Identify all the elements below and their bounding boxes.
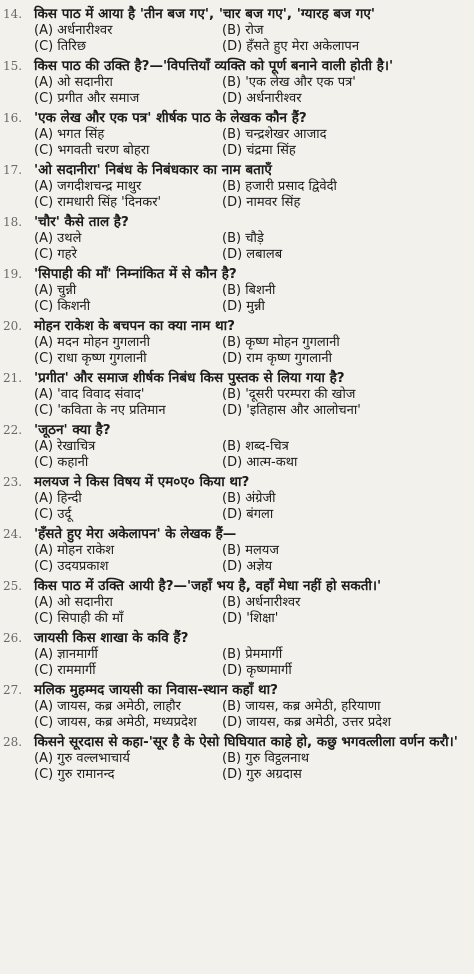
question-25 [0,578,474,627]
question-number: 15. [3,59,23,73]
option-a: (A) मोहन राकेश [34,543,115,558]
question-number: 21. [3,371,23,385]
option-d: (D) मुन्नी [222,299,265,314]
option-a: (A) मदन मोहन गुगलानी [34,335,150,350]
question-text: 'जूठन' क्या है? [34,422,111,438]
option-b: (B) गुरु विट्ठलनाथ [222,751,310,766]
option-d: (D) बंगला [222,507,274,522]
question-number: 24. [3,527,23,541]
question-14 [0,6,474,55]
question-20 [0,318,474,367]
options [34,179,468,211]
option-c: (C) राधा कृष्ण गुगलानी [34,351,147,366]
options [34,699,468,731]
options [34,75,468,107]
option-a: (A) जगदीशचन्द्र माथुर [34,179,142,194]
options [34,751,468,783]
options [34,23,468,55]
option-c: (C) उदयप्रकाश [34,559,109,574]
option-c: (C) 'कविता के नए प्रतिमान [34,403,166,418]
option-b: (B) रोज [222,23,264,38]
question-26 [0,630,474,679]
option-a: (A) रेखाचित्र [34,439,96,454]
option-c: (C) राममार्गी [34,663,96,678]
option-d: (D) राम कृष्ण गुगलानी [222,351,332,366]
option-c: (C) प्रगीत और समाज [34,91,140,106]
question-15 [0,58,474,107]
question-text: मलयज ने किस विषय में एम०ए० किया था? [34,474,250,490]
question-18 [0,214,474,263]
option-a: (A) ओ सदानीरा [34,75,113,90]
option-d: (D) हँसते हुए मेरा अकेलापन [222,39,360,54]
question-number: 20. [3,319,23,333]
option-b: (B) मलयज [222,543,279,558]
question-22 [0,422,474,471]
option-d: (D) अज्ञेय [222,559,273,574]
option-d: (D) अर्धनारीश्वर [222,91,302,106]
question-24 [0,526,474,575]
question-number: 17. [3,163,23,177]
option-d: (D) नामवर सिंह [222,195,301,210]
option-c: (C) भगवती चरण बोहरा [34,143,150,158]
question-number: 26. [3,631,23,645]
question-text: 'चौर' कैसे ताल है? [34,214,129,230]
question-text: मोहन राकेश के बचपन का क्या नाम था? [34,318,235,334]
option-c: (C) किशनी [34,299,91,314]
question-text: किसने सूरदास से कहा-'सूर है के ऐसो घिघियात काहे हो, कछु भगवत्लीला वर्णन करौ।' [34,734,458,750]
option-a: (A) जायस, कब्र अमेठी, लाहौर [34,699,181,714]
options [34,387,468,419]
option-d: (D) आत्म-कथा [222,455,298,470]
option-a: (A) ज्ञानमार्गी [34,647,98,662]
option-b: (B) जायस, कब्र अमेठी, हरियाणा [222,699,381,714]
option-c: (C) जायस, कब्र अमेठी, मध्यप्रदेश [34,715,197,730]
question-text: 'प्रगीत' और समाज शीर्षक निबंध किस पुस्तक से लिया गया है? [34,370,345,386]
option-c: (C) रामधारी सिंह 'दिनकर' [34,195,162,210]
options [34,595,468,627]
question-23 [0,474,474,523]
option-b: (B) हजारी प्रसाद द्विवेदी [222,179,337,194]
question-16 [0,110,474,159]
option-d: (D) गुरु अग्रदास [222,767,302,782]
options [34,491,468,523]
option-c: (C) सिपाही की माँ [34,611,124,626]
question-text: मलिक मुहम्मद जायसी का निवास-स्थान कहाँ था? [34,682,278,698]
question-19 [0,266,474,315]
option-b: (B) चौड़े [222,231,264,246]
option-b: (B) अर्धनारीश्वर [222,595,301,610]
question-text: किस पाठ में आया है 'तीन बज गए', 'चार बज गए', 'ग्यारह बज गए' [34,6,375,22]
question-27 [0,682,474,731]
question-28 [0,734,474,783]
options [34,647,468,679]
option-b: (B) कृष्ण मोहन गुगलानी [222,335,340,350]
options [34,283,468,315]
options [34,543,468,575]
option-c: (C) तिरिछ [34,39,86,54]
option-c: (C) गुरु रामानन्द [34,767,115,782]
option-d: (D) 'शिक्षा' [222,611,279,626]
question-number: 14. [3,7,23,21]
question-text: किस पाठ की उक्ति है?—'विपत्तियाँ व्यक्ति को पूर्ण बनाने वाली होती है।' [34,58,394,74]
question-number: 27. [3,683,23,697]
option-a: (A) चुन्नी [34,283,77,298]
option-a: (A) भगत सिंह [34,127,105,142]
question-number: 23. [3,475,23,489]
question-text: 'सिपाही की माँ' निम्नांकित में से कौन है? [34,266,237,282]
option-b: (B) शब्द-चित्र [222,439,289,454]
options [34,127,468,159]
option-a: (A) 'वाद विवाद संवाद' [34,387,145,402]
option-b: (B) 'एक लेख और एक पत्र' [222,75,356,90]
question-text: जायसी किस शाखा के कवि हैं? [34,630,189,646]
question-text: 'एक लेख और एक पत्र' शीर्षक पाठ के लेखक कौन हैं? [34,110,307,126]
option-b: (B) बिशनी [222,283,276,298]
options [34,439,468,471]
question-text: किस पाठ में उक्ति आयी है?—'जहाँ भय है, वहाँ मेधा नहीं हो सकती।' [34,578,382,594]
option-b: (B) 'दूसरी परम्परा की खोज [222,387,356,402]
question-number: 25. [3,579,23,593]
question-text: 'हँसते हुए मेरा अकेलापन' के लेखक हैं— [34,526,237,542]
question-17 [0,162,474,211]
option-a: (A) उथले [34,231,82,246]
option-a: (A) ओ सदानीरा [34,595,113,610]
option-a: (A) हिन्दी [34,491,82,506]
option-c: (C) कहानी [34,455,89,470]
question-number: 22. [3,423,23,437]
option-c: (C) उर्दू [34,507,72,522]
question-number: 19. [3,267,23,281]
option-d: (D) लबालब [222,247,283,262]
option-c: (C) गहरे [34,247,77,262]
option-b: (B) अंग्रेजी [222,491,276,506]
option-b: (B) प्रेममार्गी [222,647,283,662]
question-number: 16. [3,111,23,125]
option-d: (D) जायस, कब्र अमेठी, उत्तर प्रदेश [222,715,392,730]
option-b: (B) चन्द्रशेखर आजाद [222,127,327,142]
question-text: 'ओ सदानीरा' निबंध के निबंधकार का नाम बताएँ [34,162,272,178]
option-d: (D) 'इतिहास और आलोचना' [222,403,361,418]
question-number: 28. [3,735,23,749]
option-a: (A) अर्धनारीश्वर [34,23,113,38]
option-a: (A) गुरु वल्लभाचार्य [34,751,130,766]
options [34,335,468,367]
question-21 [0,370,474,419]
option-d: (D) चंद्रमा सिंह [222,143,296,158]
question-number: 18. [3,215,23,229]
options [34,231,468,263]
option-d: (D) कृष्णमार्गी [222,663,292,678]
